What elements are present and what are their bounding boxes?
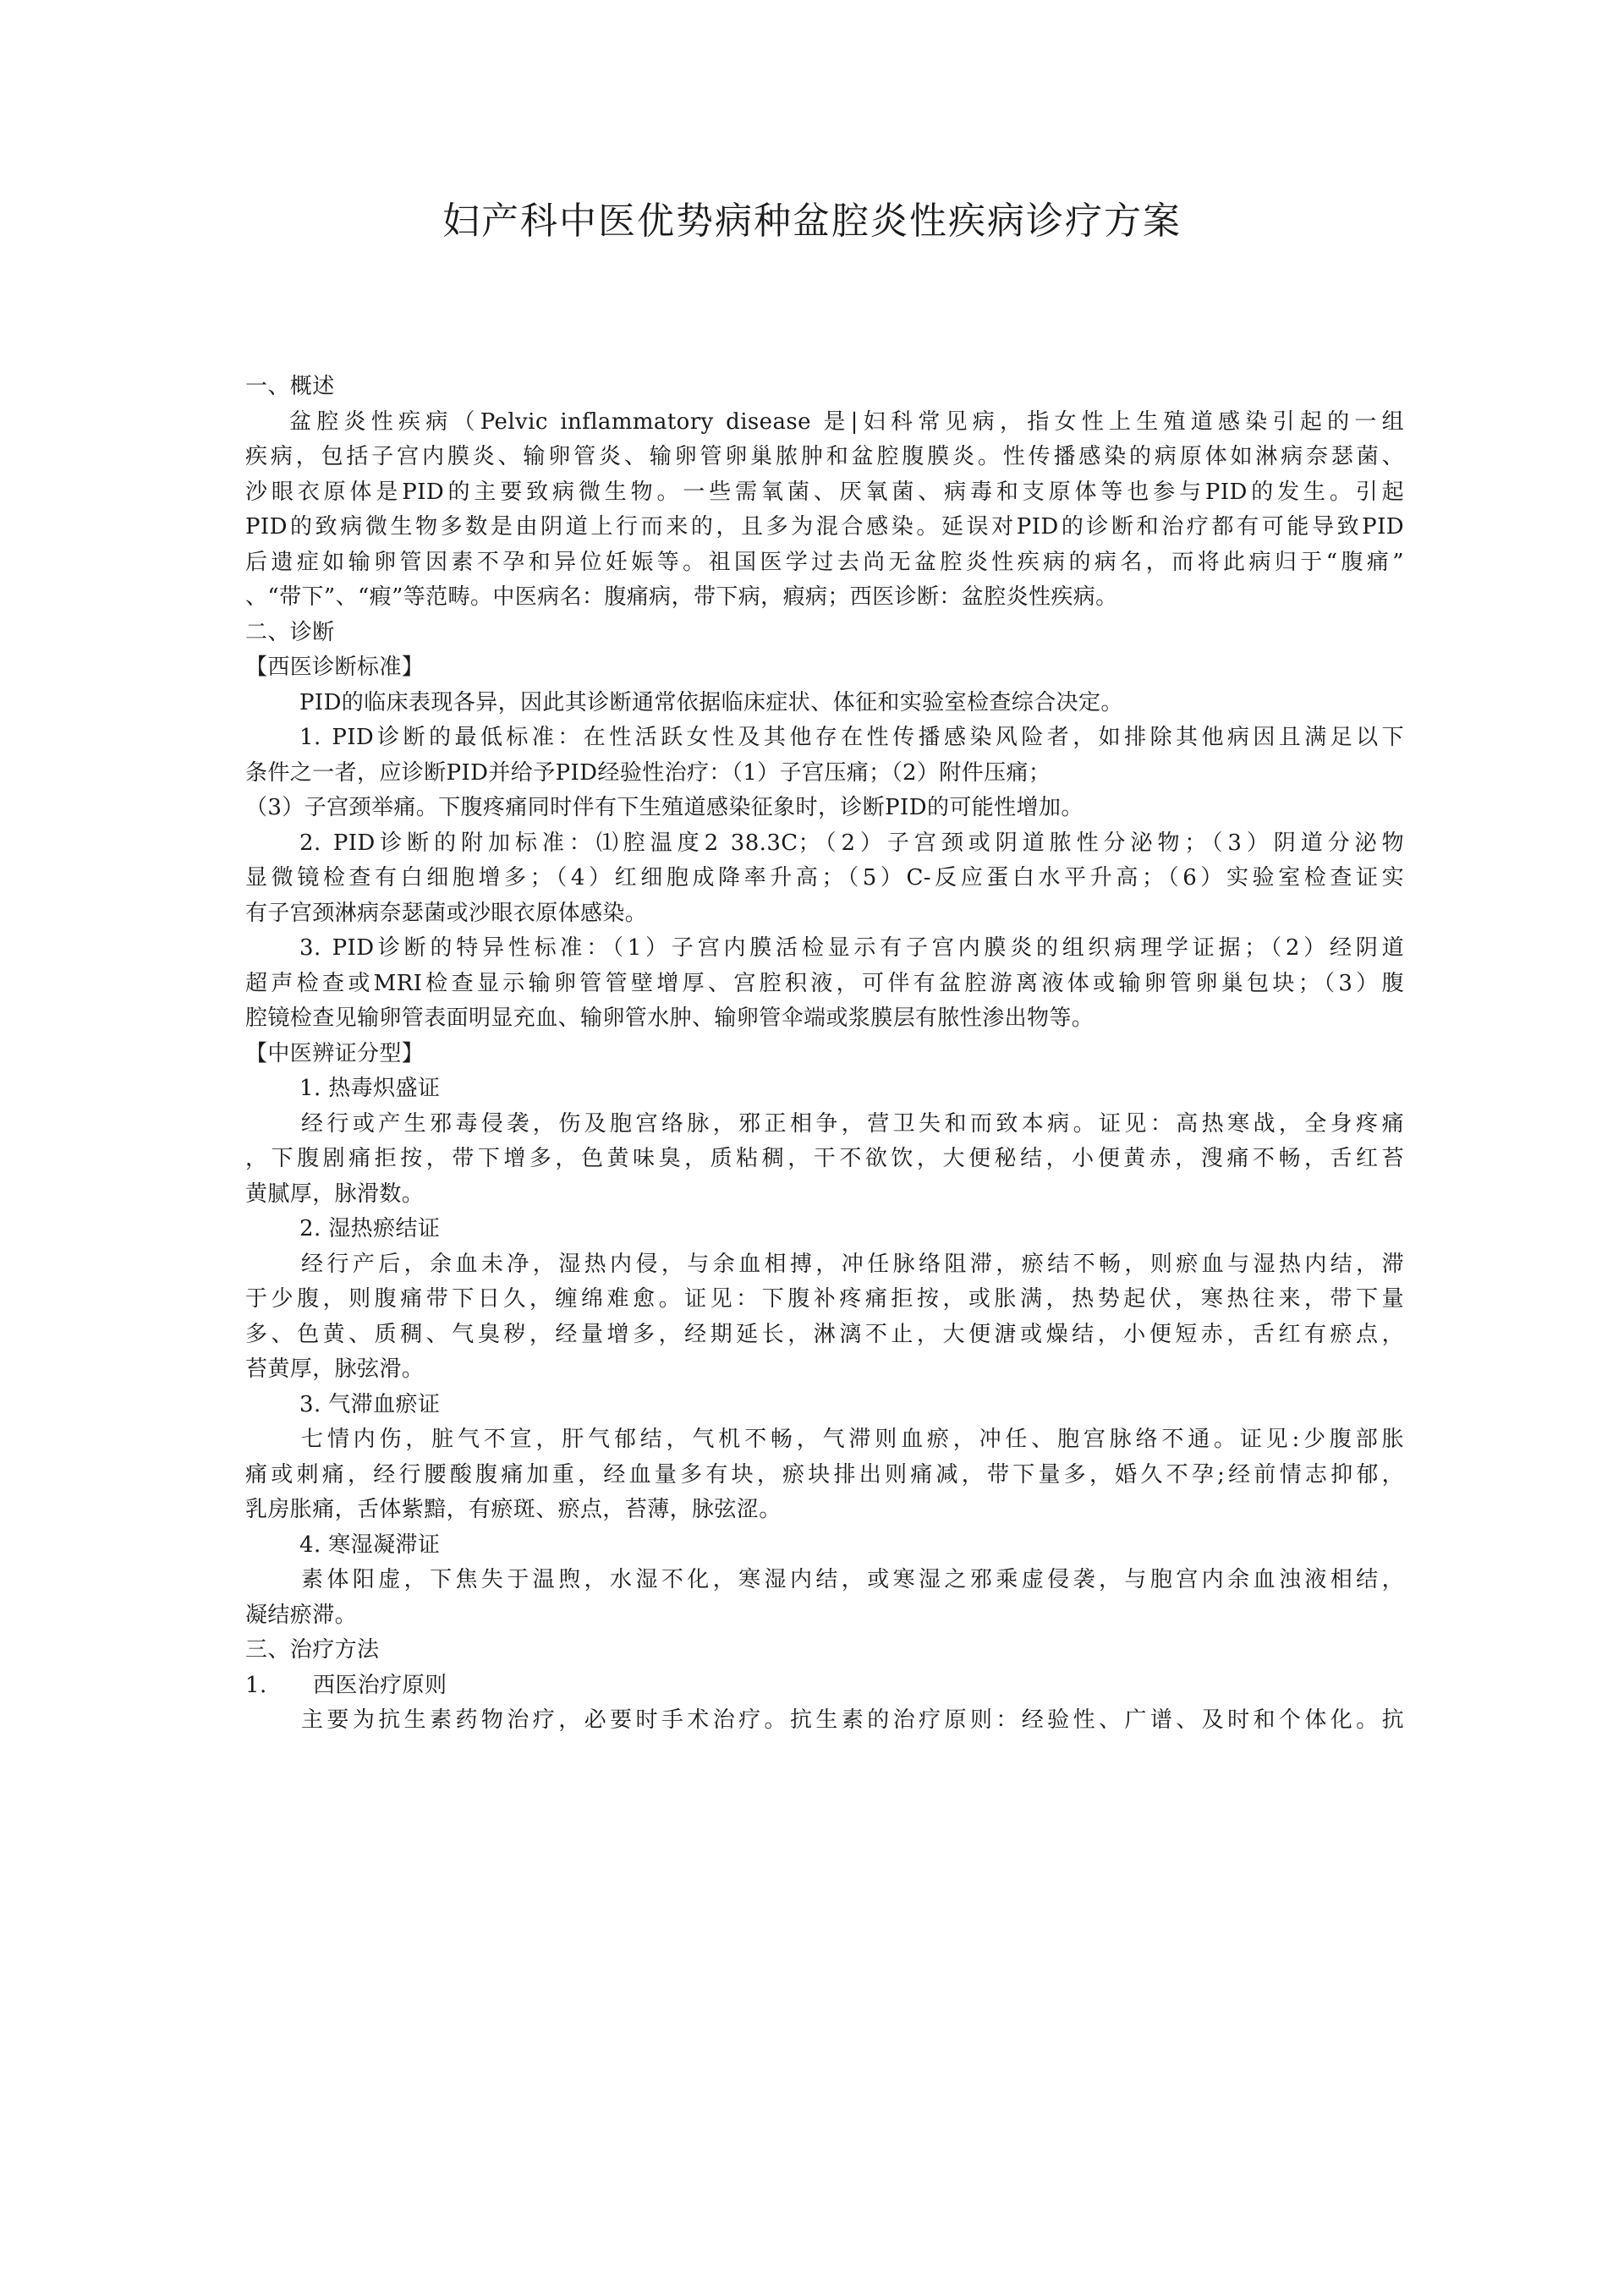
document-title: 妇产科中医优势病种盆腔炎性疾病诊疗方案: [442, 200, 1182, 243]
item-number: 1.: [245, 1672, 267, 1698]
paragraph-line: 显微镜检查有白细胞增多；（4）红细胞成降率升高；（5）C-反应蛋白水平升高；（6）实验室检查证实: [245, 865, 1404, 890]
paragraph-line: 腔镜检查见输卵管表面明显充血、输卵管水肿、输卵管伞端或浆膜层有脓性渗出物等。: [245, 1006, 1095, 1031]
paragraph-line: 黄腻厚，脉滑数。: [245, 1181, 425, 1207]
paragraph-line: 经行产后，余血未净，湿热内侵，与余血相搏，冲任脉络阻滞，瘀结不畅，则瘀血与湿热内结，滞: [301, 1251, 1404, 1277]
paragraph-line: 凝结瘀滞。: [245, 1602, 358, 1628]
subheading-western-criteria: 【西医诊断标准】: [245, 655, 425, 680]
document-body: [245, 370, 1404, 1739]
paragraph-line: 疾病，包括子宫内膜炎、输卵管炎、输卵管卵巢脓肿和盆腔腹膜炎。性传播感染的病原体如淋病奈瑟菌、: [245, 444, 1404, 469]
paragraph-line: 2. PID诊断的附加标准：⑴腔温度2 38.3C；（2）子宫颈或阴道脓性分泌物；（3）阴道分泌物: [299, 830, 1404, 856]
paragraph-line: （3）子宫颈举痛。下腹疼痛同时伴有下生殖道感染征象时，诊断PID的可能性增加。: [245, 795, 1084, 820]
paragraph-line: 1. PID诊断的最低标准：在性活跃女性及其他存在性传播感染风险者，如排除其他病因且满足以下: [299, 725, 1404, 750]
paragraph-line: 后遗症如输卵管因素不孕和异位妊娠等。祖国医学过去尚无盆腔炎性疾病的病名，而将此病归于“腹痛”: [245, 549, 1404, 575]
paragraph-line: 、“带下”、“瘕”等范畴。中医病名：腹痛病，带下病，瘕病；西医诊断：盆腔炎性疾病。: [245, 584, 1118, 610]
paragraph-line: 有子宫颈淋病奈瑟菌或沙眼衣原体感染。: [245, 900, 648, 926]
paragraph-line: 多、色黄、质稠、气臭秽，经量增多，经期延长，淋漓不止，大便溏或燥结，小便短赤，舌红有瘀点，: [245, 1321, 1404, 1347]
paragraph-line: 经行或产生邪毒侵袭，伤及胞宫络脉，邪正相争，营卫失和而致本病。证见：高热寒战，全身疼痛: [301, 1110, 1404, 1137]
syndrome-heading: 1. 热毒炽盛证: [299, 1076, 441, 1101]
paragraph-line: 于少腹，则腹痛带下日久，缠绵难愈。证见：下腹补疼痛拒按，或胀满，热势起伏，寒热往来，带下量: [245, 1286, 1404, 1312]
paragraph-line: ，下腹剧痛拒按，带下增多，色黄味臭，质粘稠，干不欲饮，大便秘结，小便黄赤，溲痛不畅，舌红苔: [245, 1146, 1404, 1171]
paragraph-line: 素体阳虚，下焦失于温煦，水湿不化，寒湿内结，或寒湿之邪乘虚侵袭，与胞宫内余血浊液相结，: [301, 1567, 1404, 1592]
syndrome-heading: 3. 气滞血瘀证: [299, 1391, 441, 1417]
section-heading-diagnosis: 二、诊断: [245, 619, 335, 645]
paragraph-line: 主要为抗生素药物治疗，必要时手术治疗。抗生素的治疗原则：经验性、广谱、及时和个体化。抗: [301, 1707, 1404, 1733]
subheading-tcm-syndromes: 【中医辨证分型】: [245, 1040, 425, 1066]
paragraph-line: 盆腔炎性疾病（Pelvic inflammatory disease 是|妇科常见病，指女性上生殖道感染引起的一组: [289, 408, 1404, 435]
paragraph-line: 乳房胀痛，舌体紫黯，有瘀斑、瘀点，苔薄，脉弦涩。: [245, 1497, 782, 1522]
paragraph-line: 条件之一者，应诊断PID并给予PID经验性治疗：（1）子宫压痛；（2）附件压痛；: [245, 759, 1051, 786]
paragraph-line: 七情内伤，脏气不宣，肝气郁结，气机不畅，气滞则血瘀，冲任、胞宫脉络不通。证见:少腹部胀: [301, 1427, 1404, 1452]
paragraph-line: PID的致病微生物多数是由阴道上行而来的，且多为混合感染。延误对PID的诊断和治疗都有可能导致PID: [245, 514, 1404, 540]
paragraph-line: PID的临床表现各异，因此其诊断通常依据临床症状、体征和实验室检查综合决定。: [299, 689, 1123, 715]
treatment-item-heading: [245, 1669, 1404, 1704]
section-heading-treatment: 三、治疗方法: [245, 1637, 380, 1663]
paragraph-line: 苔黄厚，脉弦滑。: [245, 1356, 425, 1382]
section-heading-overview: 一、概述: [245, 374, 335, 399]
paragraph-line: 沙眼衣原体是PID的主要致病微生物。一些需氧菌、厌氧菌、病毒和支原体等也参与PID的发生。引起: [245, 479, 1404, 505]
item-label: 西医治疗原则: [313, 1672, 447, 1698]
paragraph-line: 3. PID诊断的特异性标准：（1）子宫内膜活检显示有子宫内膜炎的组织病理学证据；（2）经阴道: [299, 935, 1404, 961]
syndrome-heading: 4. 寒湿凝滞证: [299, 1532, 441, 1558]
paragraph-line: 痛或刺痛，经行腰酸腹痛加重，经血量多有块，瘀块排出则痛减，带下量多，婚久不孕;经前情志抑郁，: [245, 1461, 1404, 1488]
syndrome-heading: 2. 湿热瘀结证: [299, 1216, 441, 1241]
paragraph-line: 超声检查或MRI检查显示输卵管管壁增厚、宫腔积液，可伴有盆腔游离液体或输卵管卵巢包块；（3）腹: [245, 970, 1404, 996]
